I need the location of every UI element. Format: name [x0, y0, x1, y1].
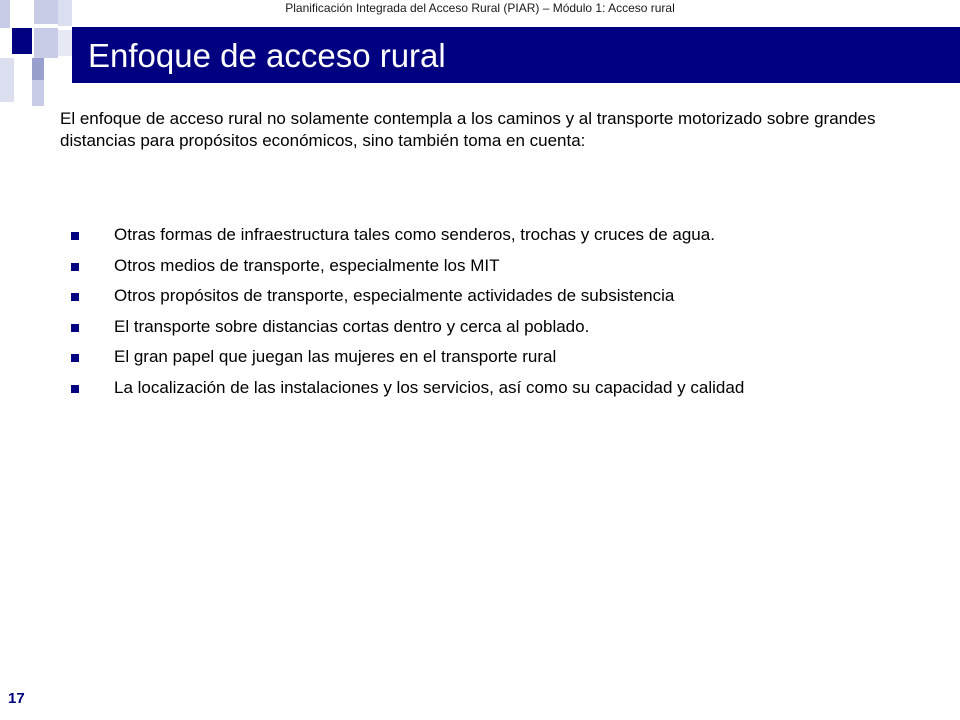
decor-square — [0, 58, 14, 102]
decor-square — [12, 28, 32, 54]
slide-title: Enfoque de acceso rural — [88, 37, 446, 74]
list-item — [0, 255, 960, 286]
bullet-square-icon — [71, 263, 79, 271]
decor-square — [32, 80, 44, 106]
intro-paragraph: El enfoque de acceso rural no solamente contempla a los caminos y al transporte motorizado sobre grandes distancias para propósitos económicos, sino también toma en cuenta: — [60, 109, 876, 150]
list-item — [0, 285, 960, 316]
decor-square — [34, 28, 58, 58]
bullet-square-icon — [71, 324, 79, 332]
bullet-text: El transporte sobre distancias cortas dentro y cerca al poblado. — [114, 316, 590, 336]
bullet-square-icon — [71, 354, 79, 362]
bullet-square-icon — [71, 232, 79, 240]
bullet-text: Otras formas de infraestructura tales como senderos, trochas y cruces de agua. — [114, 225, 715, 244]
list-item — [0, 224, 960, 255]
bullet-text: El gran papel que juegan las mujeres en el transporte rural — [114, 347, 557, 366]
list-item — [0, 377, 960, 408]
decor-square — [32, 58, 44, 80]
bullet-square-icon — [71, 293, 79, 301]
bullet-list — [0, 224, 960, 407]
bullet-text: La localización de las instalaciones y los servicios, así como su capacidad y calidad — [114, 377, 745, 397]
bullet-text: Otros medios de transporte, especialmente los MIT — [114, 255, 500, 275]
list-item — [0, 316, 960, 347]
header-caption: Planificación Integrada del Acceso Rural (PIAR) – Módulo 1: Acceso rural — [285, 1, 675, 15]
page-number: 17 — [8, 690, 25, 707]
decor-square — [58, 30, 72, 56]
bullet-square-icon — [71, 385, 79, 393]
bullet-text: Otros propósitos de transporte, especialmente actividades de subsistencia — [114, 286, 675, 305]
list-item — [0, 346, 960, 377]
